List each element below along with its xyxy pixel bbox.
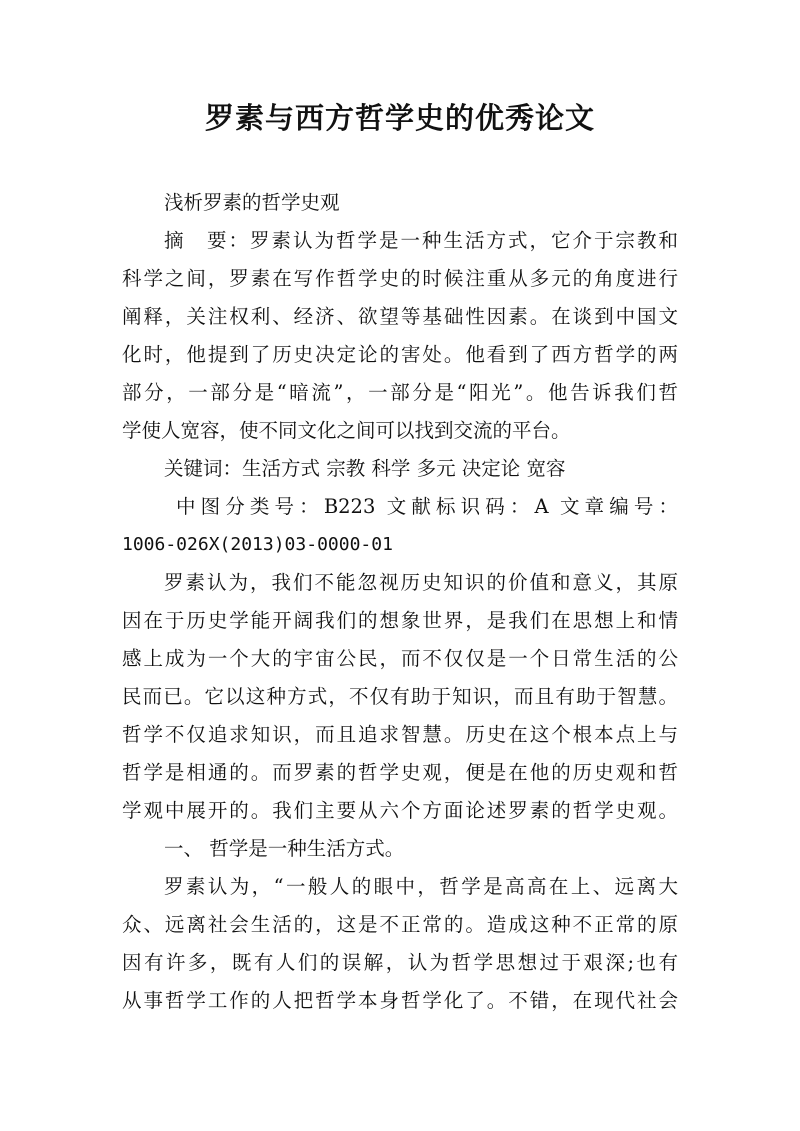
- body-line: 罗素认为，我们不能忽视历史知识的价值和意义，其原: [164, 571, 678, 594]
- article-number-line: 1006-026X(2013)03-0000-01: [122, 534, 393, 555]
- body-line: 哲学是相通的。而罗素的哲学史观，便是在他的历史观和哲: [122, 761, 678, 784]
- abstract-line: 部分，一部分是“暗流”，一部分是“阳光”。他告诉我们哲: [122, 381, 678, 404]
- body-line: 因有许多，既有人们的误解，认为哲学思想过于艰深;也有: [122, 951, 678, 974]
- body-line: 学观中展开的。我们主要从六个方面论述罗素的哲学史观。: [122, 799, 678, 822]
- abstract-line: 学使人宽容，使不同文化之间可以找到交流的平台。: [122, 419, 571, 442]
- document-title: 罗素与西方哲学史的优秀论文: [204, 101, 595, 135]
- subtitle-line: 浅析罗素的哲学史观: [164, 191, 340, 214]
- classification-line: 中图分类号：B223 文献标识码：A 文章编号：: [176, 495, 678, 518]
- body-line: 哲学不仅追求知识，而且追求智慧。历史在这个根本点上与: [122, 723, 678, 746]
- abstract-line: 摘 要：罗素认为哲学是一种生活方式，它介于宗教和: [164, 229, 678, 252]
- body-line: 罗素认为，“一般人的眼中，哲学是高高在上、远离大: [164, 875, 678, 898]
- abstract-line: 化时，他提到了历史决定论的害处。他看到了西方哲学的两: [122, 343, 678, 366]
- section-heading: 一、 哲学是一种生活方式。: [164, 837, 405, 860]
- abstract-line: 科学之间，罗素在写作哲学史的时候注重从多元的角度进行: [122, 267, 678, 290]
- body-line: 众、远离社会生活的，这是不正常的。造成这种不正常的原: [122, 913, 678, 936]
- body-line: 民而已。它以这种方式，不仅有助于知识，而且有助于智慧。: [122, 685, 678, 708]
- body-line: 从事哲学工作的人把哲学本身哲学化了。不错，在现代社会: [122, 989, 678, 1012]
- body-line: 感上成为一个大的宇宙公民，而不仅仅是一个日常生活的公: [122, 647, 678, 670]
- body-line: 因在于历史学能开阔我们的想象世界，是我们在思想上和情: [122, 609, 678, 632]
- abstract-line: 阐释，关注权利、经济、欲望等基础性因素。在谈到中国文: [122, 305, 678, 328]
- keywords-line: 关键词：生活方式 宗教 科学 多元 决定论 宽容: [164, 457, 566, 480]
